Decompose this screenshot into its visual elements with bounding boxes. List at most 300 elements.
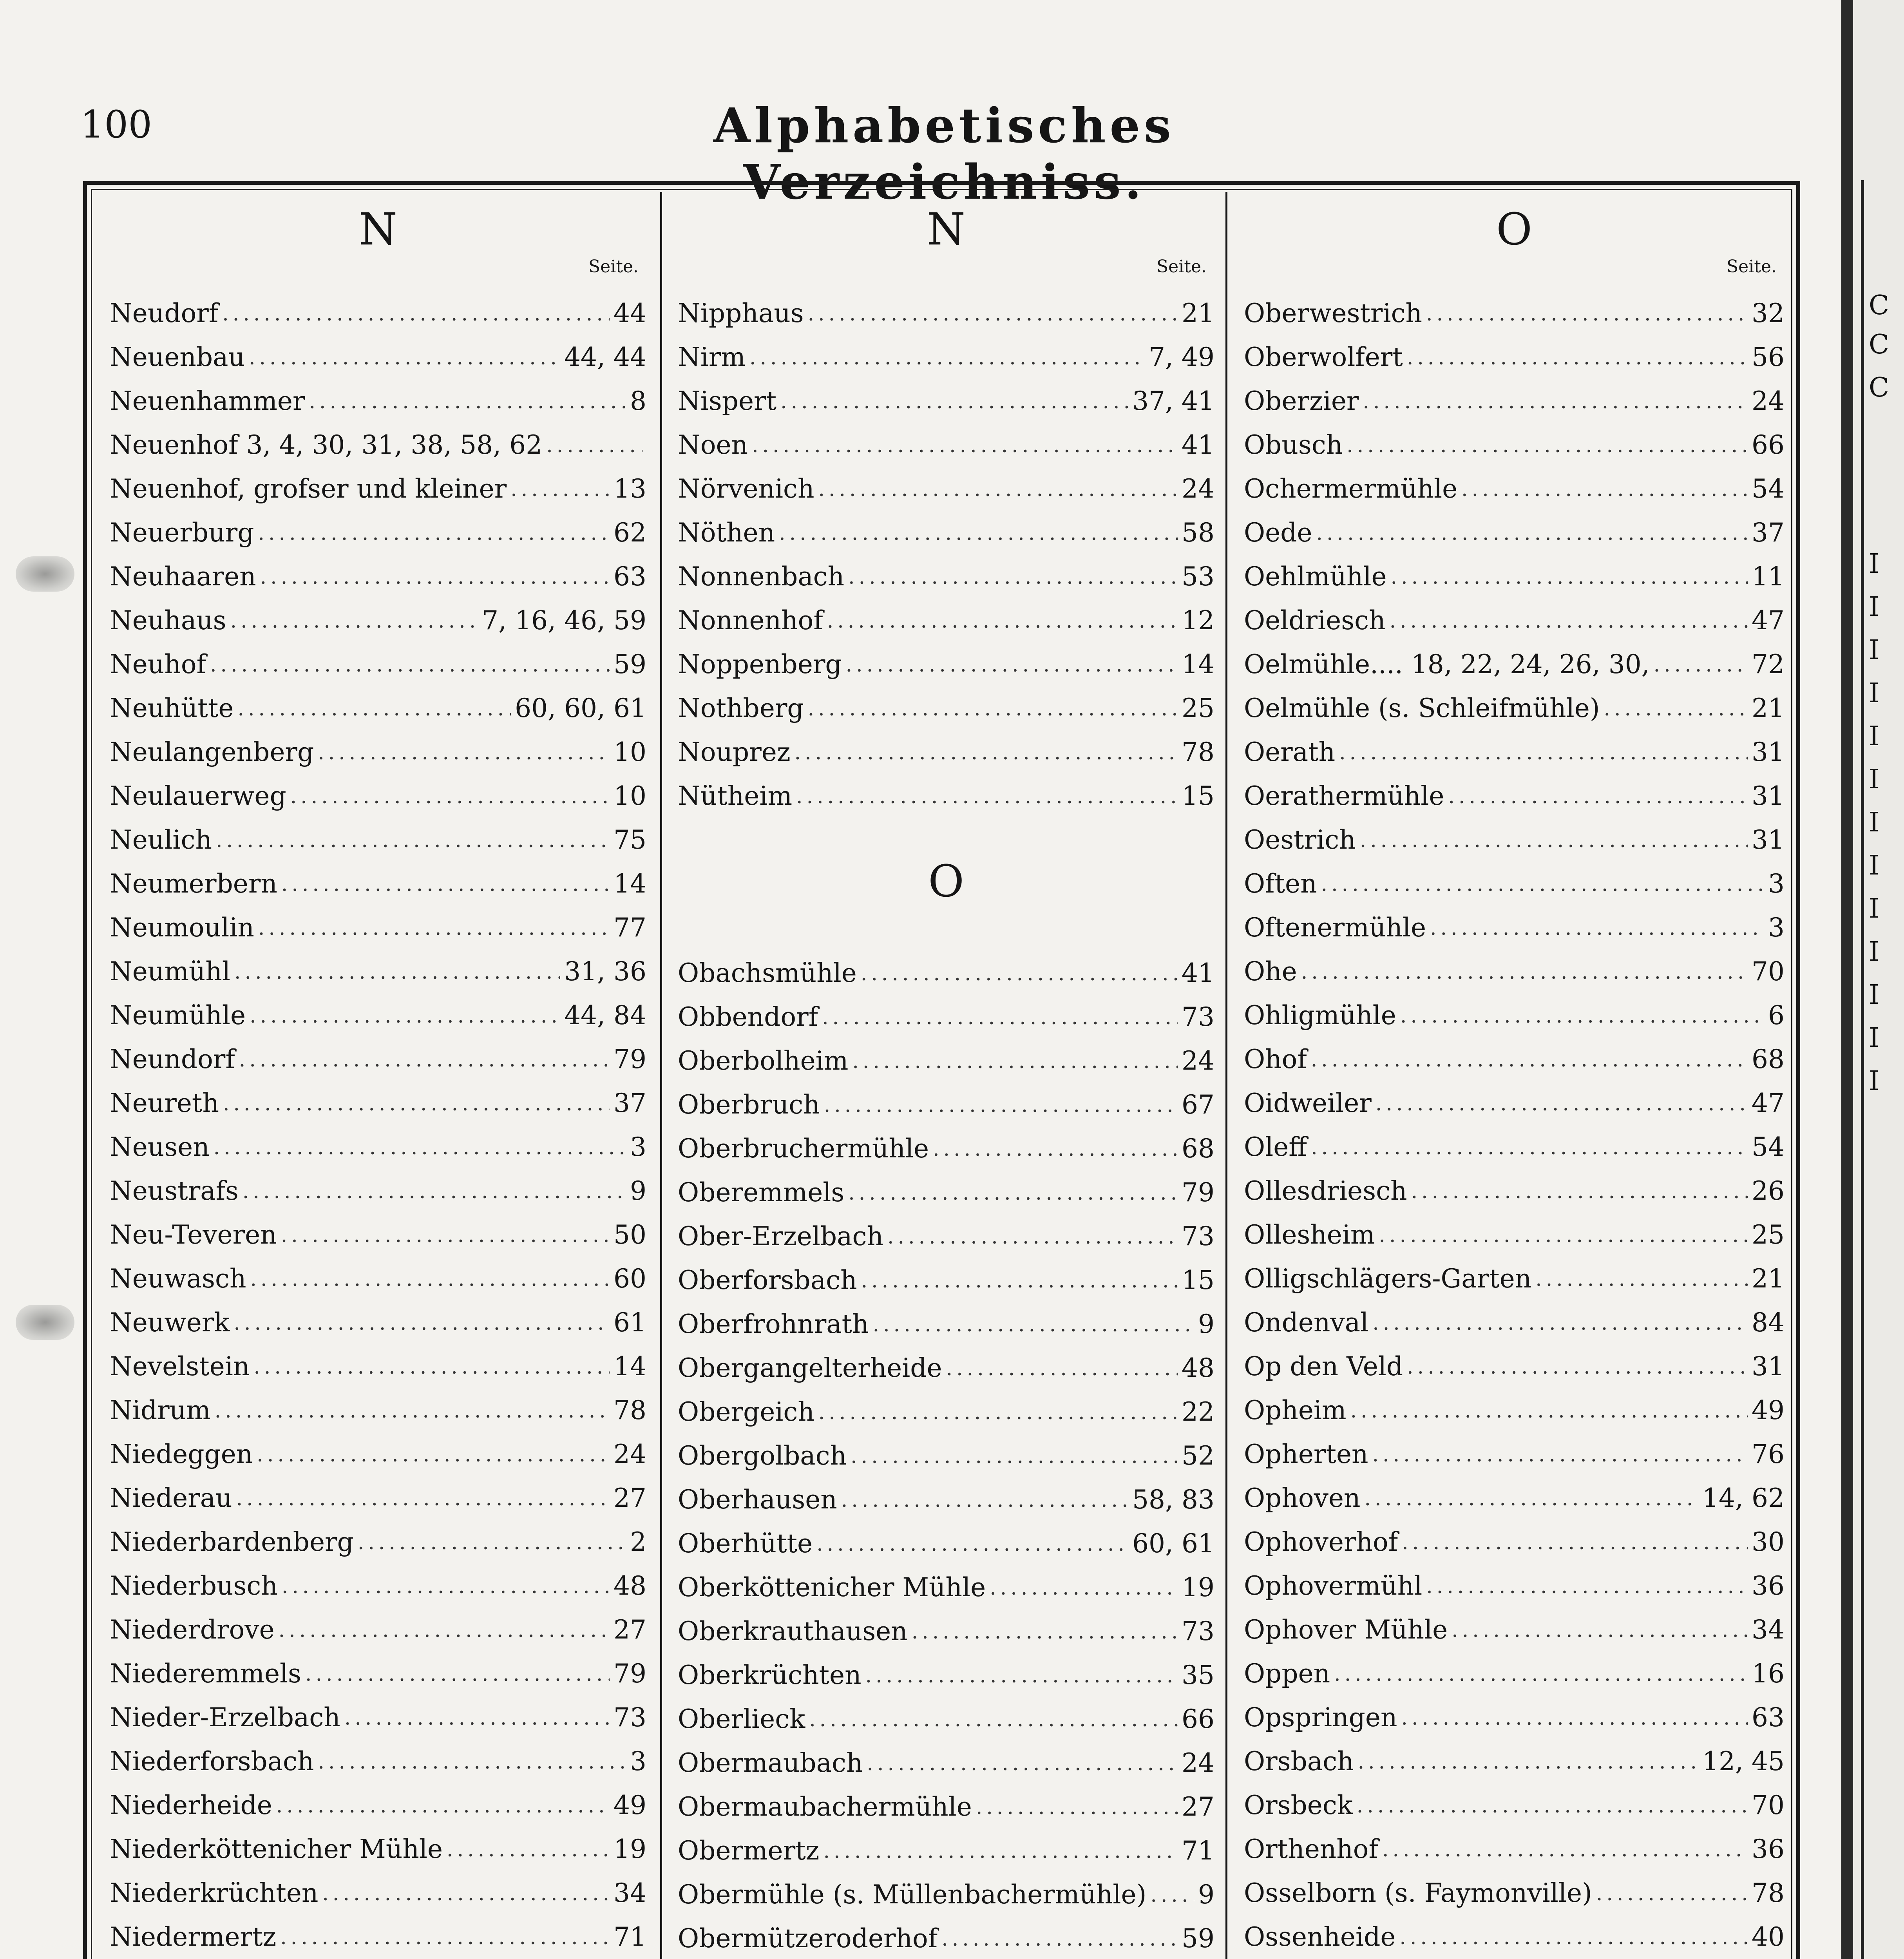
dot-leader	[281, 874, 610, 897]
entry-pages: 14	[614, 869, 646, 899]
dot-leader	[1339, 742, 1748, 765]
index-entry	[110, 634, 646, 677]
index-entry	[110, 1292, 646, 1336]
dot-leader	[276, 1796, 610, 1818]
index-entry	[1244, 1160, 1785, 1204]
dot-leader	[214, 1137, 626, 1160]
dot-leader	[282, 1576, 610, 1599]
dot-leader	[1382, 1840, 1748, 1862]
index-entry	[1244, 1906, 1785, 1950]
entry-name: Oelmühle (s. Schleifmühle)	[1244, 693, 1600, 723]
seite-label: Seite.	[1157, 257, 1207, 277]
entry-pages: 54	[1752, 1132, 1785, 1162]
dot-leader	[867, 1753, 1178, 1776]
adjacent-page-letter: I	[1869, 1066, 1879, 1097]
dot-leader	[887, 1227, 1178, 1249]
index-entry	[110, 1072, 646, 1116]
entry-pages: 24	[1182, 474, 1214, 504]
dot-leader	[318, 742, 610, 765]
index-entry	[678, 502, 1214, 546]
entry-pages: 26	[1752, 1176, 1785, 1206]
entry-name: Ollesdriesch	[1244, 1176, 1407, 1206]
entry-pages: 22	[1182, 1397, 1214, 1427]
dot-leader	[215, 1401, 610, 1423]
index-entry	[1244, 1380, 1785, 1423]
index-entry	[678, 1776, 1214, 1820]
dot-leader	[822, 1007, 1178, 1030]
dot-leader	[1400, 1006, 1764, 1028]
entry-name: Obermühle (s. Müllenbachermühle)	[678, 1879, 1147, 1910]
entry-name: Neuhaus	[110, 605, 226, 635]
entry-name: Nirm	[678, 342, 746, 372]
entry-pages: 72	[1752, 649, 1785, 679]
dot-leader	[1535, 1269, 1748, 1292]
index-entry	[110, 326, 646, 370]
entry-name: Oberfrohnrath	[678, 1309, 869, 1339]
index-entry	[110, 897, 646, 941]
dot-leader	[816, 1534, 1128, 1557]
entry-pages: 70	[1752, 1790, 1785, 1820]
index-entry	[678, 1820, 1214, 1864]
entry-pages: 3	[630, 1746, 646, 1776]
dot-leader	[1301, 962, 1748, 985]
dot-leader	[749, 348, 1145, 370]
entry-name: Nieder-Erzelbach	[110, 1702, 340, 1733]
entry-name: Neureth	[110, 1088, 219, 1118]
index-entry	[110, 1248, 646, 1292]
index-entry	[1244, 1687, 1785, 1731]
index-entry	[1244, 1818, 1785, 1862]
adjacent-page-letter: I	[1869, 980, 1879, 1010]
entry-pages: 15	[1182, 1265, 1214, 1295]
adjacent-page-edge	[1853, 0, 1904, 1959]
entry-name: Niederdrove	[110, 1615, 275, 1645]
entry-pages: 79	[1182, 1177, 1214, 1208]
adjacent-page-letter: C	[1869, 290, 1890, 321]
entry-name: Oppen	[1244, 1658, 1330, 1689]
dot-leader	[1448, 786, 1748, 809]
index-entry	[1244, 282, 1785, 326]
index-entry	[110, 1467, 646, 1511]
entry-name: Neuerburg	[110, 518, 254, 548]
entry-pages: 63	[614, 561, 646, 592]
entry-pages: 24	[1182, 1046, 1214, 1076]
index-entry	[1244, 1467, 1785, 1511]
adjacent-page-letter: C	[1869, 329, 1890, 360]
adjacent-page-letter: I	[1869, 807, 1879, 838]
index-entry	[110, 1423, 646, 1467]
dot-leader	[824, 1095, 1178, 1118]
index-entry	[1244, 1423, 1785, 1467]
entry-pages: 21	[1752, 693, 1785, 723]
entry-name: Oberköttenicher Mühle	[678, 1572, 986, 1602]
dot-leader	[1334, 1664, 1748, 1687]
entry-name: Neuhaaren	[110, 561, 256, 592]
entry-name: Oberhütte	[678, 1528, 813, 1559]
dot-leader	[865, 1666, 1178, 1688]
dot-leader	[1357, 1796, 1748, 1818]
entry-name: Neumühle	[110, 1000, 246, 1030]
dot-leader	[216, 830, 610, 853]
index-entry	[110, 985, 646, 1028]
entry-name: Orsbach	[1244, 1746, 1354, 1776]
index-entry	[110, 414, 646, 458]
dot-leader	[223, 1094, 610, 1116]
entry-name: Oberzier	[1244, 386, 1359, 416]
dot-leader	[796, 786, 1178, 809]
entry-pages: 77	[614, 913, 646, 943]
entry-pages: 12, 45	[1702, 1746, 1785, 1776]
dot-leader	[808, 304, 1178, 326]
index-entry	[1244, 809, 1785, 853]
entry-name: Niederemmels	[110, 1658, 302, 1689]
entry-name: Neulich	[110, 825, 212, 855]
index-entry	[110, 1906, 646, 1950]
entry-pages: 66	[1752, 430, 1785, 460]
entry-name: Oberemmels	[678, 1177, 845, 1208]
index-entry	[1244, 1643, 1785, 1687]
dot-leader	[250, 1006, 560, 1028]
entry-list	[110, 282, 646, 1959]
dot-leader	[1401, 1708, 1748, 1731]
index-entry	[678, 1293, 1214, 1337]
dot-leader	[1402, 1532, 1748, 1555]
index-entry	[110, 853, 646, 897]
adjacent-page-rule	[1861, 180, 1864, 1959]
entry-name: Nörvenich	[678, 474, 814, 504]
entry-pages: 36	[1752, 1834, 1785, 1864]
index-entry	[1244, 590, 1785, 634]
dot-leader	[230, 611, 478, 634]
index-entry	[1244, 1731, 1785, 1774]
index-entry	[110, 1204, 646, 1248]
dot-leader	[1360, 830, 1748, 853]
entry-pages: 73	[1182, 1221, 1214, 1251]
dot-leader	[1407, 348, 1748, 370]
entry-name: Obachsmühle	[678, 958, 857, 988]
entry-pages: 41	[1182, 958, 1214, 988]
entry-name: Neundorf	[110, 1044, 235, 1074]
entry-pages: 6	[1768, 1000, 1785, 1030]
entry-pages: 47	[1752, 605, 1785, 635]
entry-name: Neuwerk	[110, 1307, 230, 1338]
index-entry	[678, 458, 1214, 502]
entry-name: Noppenberg	[678, 649, 842, 679]
index-entry	[678, 370, 1214, 414]
entry-name: Orsbeck	[1244, 1790, 1353, 1820]
entry-name: Obermaubachermühle	[678, 1792, 972, 1822]
entry-pages: 54	[1752, 474, 1785, 504]
index-entry	[110, 1511, 646, 1555]
adjacent-page-letter: I	[1869, 1023, 1879, 1054]
index-entry	[678, 1425, 1214, 1469]
index-entry	[110, 1116, 646, 1160]
dot-leader	[250, 1269, 610, 1292]
entry-pages: 8	[630, 386, 646, 416]
entry-pages: 10	[614, 781, 646, 811]
entry-pages: 31, 36	[564, 956, 646, 987]
entry-pages: 10	[614, 737, 646, 767]
index-entry	[678, 1074, 1214, 1118]
index-entry	[678, 721, 1214, 765]
dot-leader	[823, 1841, 1178, 1864]
index-entry	[678, 1381, 1214, 1425]
dot-leader	[1311, 1137, 1748, 1160]
adjacent-page-letter: I	[1869, 592, 1879, 623]
entry-name: Neumoulin	[110, 913, 254, 943]
entry-pages: 48	[1182, 1353, 1214, 1383]
index-entry	[110, 1160, 646, 1204]
index-entry	[110, 1643, 646, 1687]
index-column-2	[678, 196, 1214, 1959]
index-entry	[110, 1818, 646, 1862]
entry-name: Niederbusch	[110, 1571, 278, 1601]
dot-leader	[305, 1664, 610, 1687]
entry-pages: 59	[614, 649, 646, 679]
dot-leader	[243, 1181, 626, 1204]
index-entry	[678, 1644, 1214, 1688]
entry-pages: 73	[1182, 1616, 1214, 1646]
entry-pages: 34	[614, 1878, 646, 1908]
entry-pages: 21	[1752, 1264, 1785, 1294]
dot-leader	[809, 1709, 1178, 1732]
dot-leader	[1364, 1488, 1698, 1511]
index-entry	[678, 986, 1214, 1030]
binder-hole	[16, 1305, 74, 1340]
index-entry	[110, 809, 646, 853]
entry-name: Niederheide	[110, 1790, 272, 1820]
dot-leader	[1321, 874, 1764, 897]
index-entry	[678, 1249, 1214, 1293]
dot-leader	[873, 1314, 1194, 1337]
entry-name: Neuhof	[110, 649, 206, 679]
index-entry	[1244, 326, 1785, 370]
entry-name: Nouprez	[678, 737, 791, 767]
dot-leader	[1376, 1094, 1748, 1116]
entry-pages: 21	[1182, 298, 1214, 328]
entry-name: Neustrafs	[110, 1176, 239, 1206]
dot-leader	[1372, 1313, 1748, 1336]
dot-leader	[941, 1929, 1178, 1952]
entry-pages: 84	[1752, 1307, 1785, 1338]
dot-leader	[236, 1488, 610, 1511]
index-entry	[110, 1731, 646, 1774]
entry-pages: 73	[614, 1702, 646, 1733]
dot-leader	[1411, 1181, 1748, 1204]
entry-pages: 35	[1182, 1660, 1214, 1690]
dot-leader	[1350, 1401, 1748, 1423]
entry-name: Oerathermühle	[1244, 781, 1444, 811]
index-entry	[110, 1555, 646, 1599]
dot-leader	[239, 1050, 610, 1072]
index-entry	[110, 1862, 646, 1906]
index-entry	[678, 1601, 1214, 1644]
dot-leader	[1654, 655, 1748, 677]
entry-name: Oberkrauthausen	[678, 1616, 908, 1646]
dot-leader	[946, 1358, 1178, 1381]
entry-name: Nispert	[678, 386, 777, 416]
dot-leader	[234, 962, 560, 985]
dot-leader	[1391, 567, 1748, 590]
entry-pages: 27	[1182, 1792, 1214, 1822]
dot-leader	[1426, 304, 1748, 326]
entry-pages: 31	[1752, 1351, 1785, 1381]
entry-pages: 68	[1182, 1133, 1214, 1164]
dot-leader	[358, 1532, 626, 1555]
index-entry	[1244, 1116, 1785, 1160]
entry-pages: 60	[614, 1264, 646, 1294]
entry-pages: 60, 60, 61	[515, 693, 646, 723]
entry-name: Oberwolfert	[1244, 342, 1403, 372]
entry-name: Obergolbach	[678, 1441, 847, 1471]
dot-leader	[309, 391, 626, 414]
entry-pages: 58	[1182, 518, 1214, 548]
dot-leader	[318, 1752, 626, 1774]
index-entry	[678, 1118, 1214, 1162]
binder-hole	[16, 556, 74, 592]
index-entry	[110, 765, 646, 809]
dot-leader	[258, 523, 610, 546]
index-entry	[110, 1687, 646, 1731]
dot-leader	[279, 1620, 610, 1643]
entry-name: Opspringen	[1244, 1702, 1397, 1733]
dot-leader	[1426, 1576, 1748, 1599]
entry-pages: 3	[1768, 869, 1785, 899]
entry-pages: 27	[614, 1615, 646, 1645]
entry-name: Neuwasch	[110, 1264, 246, 1294]
index-entry	[678, 765, 1214, 809]
dot-leader	[861, 963, 1178, 986]
entry-name: Niederkrüchten	[110, 1878, 319, 1908]
entry-name: Neuenhof 3, 4, 30, 31, 38, 58, 62	[110, 430, 543, 460]
entry-pages: 68	[1752, 1044, 1785, 1074]
entry-name: Oede	[1244, 518, 1312, 548]
entry-name: Obergangelterheide	[678, 1353, 942, 1383]
section-heading: O	[928, 856, 964, 907]
entry-pages: 30	[1752, 1527, 1785, 1557]
entry-name: Obermützeroderhof	[678, 1923, 938, 1954]
dot-leader	[990, 1578, 1178, 1601]
entry-name: Ochermermühle	[1244, 474, 1458, 504]
entry-name: Ollesheim	[1244, 1220, 1375, 1250]
entry-name: Neulauerweg	[110, 781, 286, 811]
entry-name: Opherten	[1244, 1439, 1368, 1469]
entry-name: Niederforsbach	[110, 1746, 314, 1776]
entry-name: Nütheim	[678, 781, 793, 811]
index-entry	[1244, 502, 1785, 546]
entry-pages: 73	[1182, 1002, 1214, 1032]
entry-pages: 16	[1752, 1658, 1785, 1689]
entry-pages: 63	[1752, 1702, 1785, 1733]
dot-leader	[222, 304, 610, 326]
index-entry	[1244, 1204, 1785, 1248]
entry-name: Noen	[678, 430, 748, 460]
entry-pages: 25	[1752, 1220, 1785, 1250]
entry-name: Neumerbern	[110, 869, 277, 899]
column-divider	[660, 192, 662, 1959]
index-entry	[1244, 1336, 1785, 1380]
dot-leader	[1596, 1883, 1748, 1906]
dot-leader	[233, 1313, 610, 1336]
entry-pages: 7, 16, 46, 59	[482, 605, 646, 635]
entry-name: Nevelstein	[110, 1351, 250, 1381]
index-entry	[110, 370, 646, 414]
dot-leader	[510, 479, 610, 502]
entry-name: Oestrich	[1244, 825, 1356, 855]
entry-pages: 71	[614, 1922, 646, 1952]
entry-pages: 78	[614, 1395, 646, 1425]
index-entry	[678, 414, 1214, 458]
dot-leader	[848, 567, 1178, 590]
index-column-1	[110, 196, 646, 1959]
entry-name: Niedeggen	[110, 1439, 253, 1469]
index-entry	[1244, 370, 1785, 414]
entry-name: Obusch	[1244, 430, 1343, 460]
index-entry	[678, 1206, 1214, 1249]
entry-pages: 44	[614, 298, 646, 328]
dot-leader	[322, 1883, 610, 1906]
entry-pages: 49	[1752, 1395, 1785, 1425]
entry-pages: 47	[1752, 1088, 1785, 1118]
entry-pages: 24	[614, 1439, 646, 1469]
dot-leader	[257, 1445, 610, 1467]
entry-name: Oftenermühle	[1244, 913, 1426, 943]
dot-leader	[1390, 611, 1748, 634]
entry-name: Often	[1244, 869, 1317, 899]
entry-name: Oberwestrich	[1244, 298, 1423, 328]
entry-pages: 49	[614, 1790, 646, 1820]
adjacent-page-letter: I	[1869, 936, 1879, 967]
index-entry	[678, 1732, 1214, 1776]
entry-name: Niedermertz	[110, 1922, 277, 1952]
dot-leader	[1461, 479, 1748, 502]
entry-name: Opheim	[1244, 1395, 1347, 1425]
index-entry	[110, 502, 646, 546]
index-entry	[110, 1336, 646, 1380]
entry-pages: 14, 62	[1702, 1483, 1785, 1513]
entry-pages: 78	[1182, 737, 1214, 767]
entry-pages: 41	[1182, 430, 1214, 460]
entry-pages: 9	[630, 1176, 646, 1206]
entry-pages: 37	[614, 1088, 646, 1118]
entry-pages: 40	[1752, 1922, 1785, 1952]
index-entry	[110, 941, 646, 985]
entry-name: Nothberg	[678, 693, 804, 723]
column-divider	[1225, 192, 1227, 1959]
entry-pages: 31	[1752, 737, 1785, 767]
entry-pages: 14	[1182, 649, 1214, 679]
entry-name: Neumühl	[110, 956, 231, 987]
index-entry	[1244, 1774, 1785, 1818]
dot-leader	[848, 1183, 1178, 1206]
entry-name: Ophoverhof	[1244, 1527, 1398, 1557]
index-entry	[678, 1864, 1214, 1908]
dot-leader	[852, 1051, 1178, 1074]
index-entry	[678, 546, 1214, 590]
entry-pages: 34	[1752, 1615, 1785, 1645]
seite-label: Seite.	[588, 257, 639, 277]
entry-list	[1244, 282, 1785, 1959]
dot-leader	[258, 918, 610, 941]
entry-pages: 9	[1198, 1879, 1214, 1910]
entry-name: Op den Veld	[1244, 1351, 1403, 1381]
entry-name: Obermertz	[678, 1836, 820, 1866]
index-entry	[678, 326, 1214, 370]
dot-leader	[1379, 1225, 1748, 1248]
index-entry	[1244, 458, 1785, 502]
adjacent-page-letter: I	[1869, 721, 1879, 752]
dot-leader	[818, 479, 1178, 502]
